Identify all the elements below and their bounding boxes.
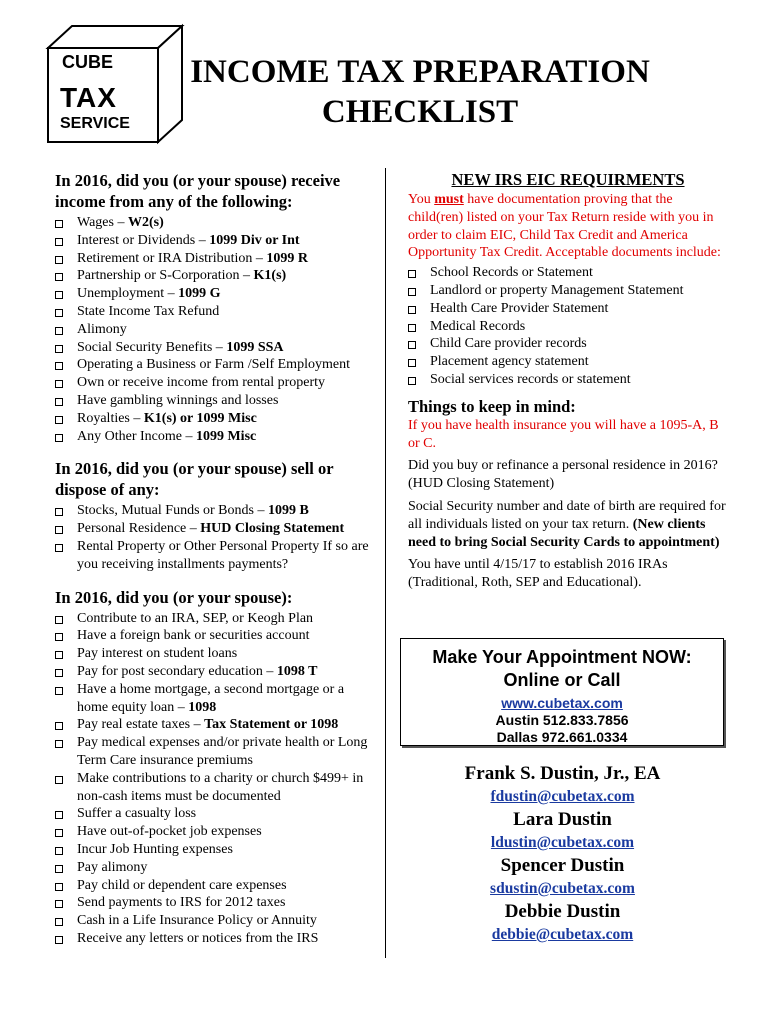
ssn-note-bold: (New clients need to bring Social Security Cards to appointment) [408, 516, 720, 550]
checklist-item-doc: K1(s) [253, 268, 287, 284]
checklist-item-text: Suffer a casualty loss [77, 806, 197, 822]
checkbox-icon[interactable] [55, 508, 63, 516]
checklist-item-text: Have a foreign bank or securities account [77, 628, 310, 644]
eic-intro-post: have documentation proving that the child(ren) listed on your Tax Return reside with you in order to claim EIC, Child Tax Credit and America Opportunity Tax Credit. Acceptable documents include: [408, 192, 721, 261]
checklist-item-doc: 1099 B [267, 503, 309, 519]
checklist-item [55, 841, 375, 859]
checklist-item-text: Pay real estate taxes – [77, 717, 205, 733]
health-insurance-note: If you have health insurance you will have a 1095-A, B or C. [408, 417, 719, 451]
checklist-item-doc: 1098 T [276, 663, 318, 679]
right-column [408, 170, 728, 592]
income-checklist [55, 214, 375, 445]
checklist-item [55, 520, 375, 538]
checkbox-icon[interactable] [55, 273, 63, 281]
checklist-item-doc: K1(s) or 1099 Misc [143, 410, 257, 426]
checklist-item-doc: W2(s) [127, 215, 164, 230]
checkbox-icon[interactable] [408, 359, 416, 367]
document-item [408, 353, 728, 371]
checklist-item-text: Stocks, Mutual Funds or Bonds – [77, 503, 268, 519]
residence-note: Did you buy or refinance a personal residence in 2016? (HUD Closing Statement) [408, 458, 718, 492]
appointment-box [400, 638, 724, 746]
checkbox-icon[interactable] [408, 341, 416, 349]
document-item-text: Health Care Provider Statement [430, 300, 609, 316]
checklist-item-text: Cash in a Life Insurance Policy or Annuity [77, 913, 317, 929]
checklist-item [55, 285, 375, 303]
checklist-item [55, 502, 375, 520]
checklist-item-text: Own or receive income from rental property [77, 375, 326, 391]
checkbox-icon[interactable] [55, 345, 63, 353]
checkbox-icon[interactable] [55, 669, 63, 677]
checklist-item [55, 663, 375, 681]
checklist-item-text: Wages – [77, 215, 128, 230]
checklist-item-text: Alimony [77, 321, 127, 337]
contacts-list [400, 762, 725, 946]
checklist-item-text: Retirement or IRA Distribution – [77, 250, 267, 266]
checkbox-icon[interactable] [55, 544, 63, 552]
checklist-item [55, 267, 375, 285]
checklist-item-text: Rental Property or Other Personal Property If so are you receiving installments payments? [77, 538, 369, 572]
document-item [408, 300, 728, 318]
checklist-item [55, 250, 375, 268]
checklist-item [55, 428, 375, 446]
contact-email-link[interactable]: fdustin@cubetax.com [490, 788, 635, 805]
checkbox-icon[interactable] [55, 291, 63, 299]
checklist-item-text: Pay medical expenses and/or private health or Long Term Care insurance premiums [77, 735, 368, 768]
checklist-item-text: Social Security Benefits – [77, 339, 227, 355]
checklist-item [55, 912, 375, 930]
logo-line-service: SERVICE [60, 115, 130, 132]
did-you-checklist [55, 610, 375, 948]
eic-intro-must: must [434, 192, 464, 207]
checkbox-icon[interactable] [55, 776, 63, 784]
logo-line-tax: TAX [60, 82, 117, 113]
checklist-item-text: Have gambling winnings and losses [77, 392, 279, 408]
checklist-item-text: Incur Job Hunting expenses [77, 841, 233, 857]
checkbox-icon[interactable] [55, 883, 63, 891]
checklist-item-text: Make contributions to a charity or church $499+ in non-cash items must be documented [77, 770, 364, 804]
contact-name: Frank S. Dustin, Jr., EA [464, 763, 661, 784]
checklist-item-doc: 1099 R [266, 250, 308, 266]
checklist-item-text: Operating a Business or Farm /Self Employment [77, 357, 350, 373]
checklist-item [55, 374, 375, 392]
checklist-item [55, 859, 375, 877]
checkbox-icon[interactable] [55, 847, 63, 855]
checklist-item [55, 770, 375, 806]
document-item [408, 264, 728, 282]
checklist-item [55, 356, 375, 374]
checkbox-icon[interactable] [408, 377, 416, 385]
checklist-item [55, 894, 375, 912]
checkbox-icon[interactable] [55, 398, 63, 406]
section-income-heading: In 2016, did you (or your spouse) receive income from any of the following: [55, 171, 341, 211]
checklist-item-text: Receive any letters or notices from the IRS [77, 930, 319, 946]
document-item [408, 282, 728, 300]
appointment-line-2: Online or Call [503, 670, 621, 690]
dallas-phone: Dallas 972.661.0334 [496, 729, 628, 745]
checkbox-icon[interactable] [408, 270, 416, 278]
contact-name: Spencer Dustin [500, 855, 625, 876]
checklist-item-text: Pay for post secondary education – [77, 663, 277, 679]
checklist-item-doc: 1099 SSA [226, 339, 284, 355]
contact-email-link[interactable]: debbie@cubetax.com [491, 926, 634, 943]
checklist-item-text: Have out-of-pocket job expenses [77, 824, 262, 840]
checklist-item [55, 339, 375, 357]
checkbox-icon[interactable] [55, 722, 63, 730]
eic-heading: NEW IRS EIC REQUIRMENTS [451, 170, 685, 189]
page-title [170, 52, 670, 132]
checklist-item-text: Pay alimony [77, 859, 148, 875]
document-item-text: Social services records or statement [430, 371, 631, 387]
checkbox-icon[interactable] [55, 256, 63, 264]
checkbox-icon[interactable] [55, 633, 63, 641]
document-item-text: Placement agency statement [430, 354, 589, 370]
eic-intro-pre: You [408, 192, 435, 207]
checklist-item-text: Have a home mortgage, a second mortgage or a home equity loan – [77, 681, 345, 715]
checkbox-icon[interactable] [55, 918, 63, 926]
keep-in-mind-heading: Things to keep in mind: [408, 396, 576, 416]
ssn-note [408, 498, 728, 551]
checklist-item-text: Pay interest on student loans [77, 646, 238, 662]
eic-documents-list [408, 264, 728, 389]
checklist-item [55, 303, 375, 321]
contact-email-link[interactable]: ldustin@cubetax.com [490, 834, 635, 851]
contact-name: Lara Dustin [513, 809, 612, 830]
checklist-item-doc: 1098 [188, 699, 217, 715]
section-sell-heading: In 2016, did you (or your spouse) sell or dispose of any: [55, 459, 334, 500]
checklist-item [55, 930, 375, 948]
checklist-item [55, 627, 375, 645]
document-item-text: Landlord or property Management Statement [430, 282, 684, 298]
checkbox-icon[interactable] [55, 687, 63, 695]
contact-name: Debbie Dustin [504, 901, 621, 922]
logo-line-cube: CUBE [62, 52, 114, 72]
checklist-item [55, 805, 375, 823]
checklist-item-text: Partnership or S-Corporation – [77, 268, 254, 284]
checklist-item [55, 716, 375, 734]
checklist-item-text: Any Other Income – [77, 428, 196, 444]
checkbox-icon[interactable] [55, 740, 63, 748]
checklist-item [55, 392, 375, 410]
checklist-item [55, 410, 375, 428]
checkbox-icon[interactable] [55, 238, 63, 246]
section-did-you-heading: In 2016, did you (or your spouse): [55, 587, 293, 607]
checklist-item [55, 823, 375, 841]
sell-checklist [55, 502, 375, 573]
checklist-item [55, 538, 375, 574]
title-line-1: INCOME TAX PREPARATION [190, 54, 650, 90]
document-item [408, 335, 728, 353]
column-divider [385, 168, 386, 958]
website-link[interactable]: www.cubetax.com [501, 695, 623, 711]
checklist-item [55, 610, 375, 628]
checkbox-icon[interactable] [55, 829, 63, 837]
checklist-item-text: Personal Residence – [77, 521, 201, 537]
checklist-item-doc: 1099 G [178, 286, 221, 302]
title-line-2: CHECKLIST [321, 94, 519, 130]
document-item [408, 371, 728, 389]
document-item-text: Medical Records [430, 318, 526, 334]
checkbox-icon[interactable] [55, 434, 63, 442]
checkbox-icon[interactable] [55, 380, 63, 388]
checklist-item-doc: Tax Statement or 1098 [204, 717, 339, 733]
checkbox-icon[interactable] [55, 865, 63, 873]
austin-phone: Austin 512.833.7856 [495, 712, 629, 728]
document-item-text: School Records or Statement [430, 265, 593, 281]
checkbox-icon[interactable] [408, 306, 416, 314]
document-item-text: Child Care provider records [430, 336, 587, 352]
checklist-item [55, 214, 375, 232]
checklist-item [55, 321, 375, 339]
left-column [55, 170, 375, 948]
checklist-item [55, 877, 375, 895]
checkbox-icon[interactable] [55, 220, 63, 228]
document-item [408, 318, 728, 336]
checklist-item-text: Pay child or dependent care expenses [77, 877, 287, 893]
appointment-line-1: Make Your Appointment NOW: [432, 647, 692, 667]
checkbox-icon[interactable] [55, 327, 63, 335]
checkbox-icon[interactable] [55, 936, 63, 944]
checkbox-icon[interactable] [55, 362, 63, 370]
ssn-note-text: Social Security number and date of birth are required for all individuals listed on your tax return. [408, 498, 726, 532]
checkbox-icon[interactable] [55, 309, 63, 317]
checklist-item-text: Interest or Dividends – [77, 232, 210, 248]
eic-intro [408, 191, 728, 262]
checkbox-icon[interactable] [55, 616, 63, 624]
checklist-item [55, 681, 375, 717]
checkbox-icon[interactable] [408, 324, 416, 332]
contact-email-link[interactable]: sdustin@cubetax.com [490, 880, 635, 897]
checklist-item [55, 645, 375, 663]
checkbox-icon[interactable] [55, 416, 63, 424]
checklist-item-text: Royalties – [77, 410, 144, 426]
checklist-item-text: Send payments to IRS for 2012 taxes [77, 895, 286, 911]
checklist-item-doc: HUD Closing Statement [200, 521, 345, 537]
checklist-item-text: Contribute to an IRA, SEP, or Keogh Plan [77, 610, 314, 626]
checklist-item-text: Unemployment – [77, 286, 179, 302]
checklist-item [55, 232, 375, 250]
checklist-item-doc: 1099 Div or Int [209, 232, 300, 248]
checkbox-icon[interactable] [55, 651, 63, 659]
checkbox-icon[interactable] [408, 288, 416, 296]
ira-deadline-note: You have until 4/15/17 to establish 2016 IRAs (Traditional, Roth, SEP and Educational). [408, 557, 668, 591]
checkbox-icon[interactable] [55, 811, 63, 819]
checkbox-icon[interactable] [55, 526, 63, 534]
checklist-item [55, 734, 375, 770]
checklist-item-doc: 1099 Misc [195, 428, 257, 444]
checkbox-icon[interactable] [55, 900, 63, 908]
checklist-item-text: State Income Tax Refund [77, 303, 220, 319]
